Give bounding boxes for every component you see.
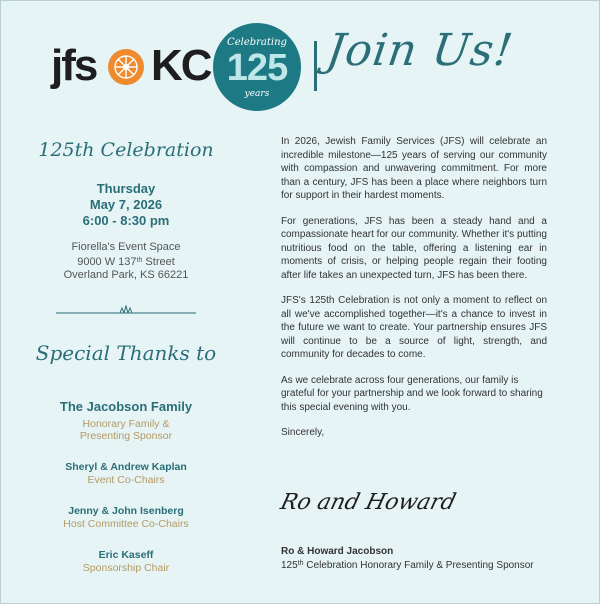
letter-column: [277, 135, 547, 571]
event-venue: [1, 241, 251, 282]
thanks-role: Sponsorship Chair: [82, 562, 170, 574]
page-title: Join Us!: [323, 25, 517, 76]
letter-paragraph: In 2026, Jewish Family Services (JFS) will celebrate an incredible milestone—125 years of serving our community with compassion and unwavering commitment. For more than a century, JFS has been a place where neighbors turn for support in their hardest moments.: [281, 136, 547, 201]
header-divider: [314, 41, 317, 91]
thanks-item: [1, 505, 251, 530]
letter-paragraph: As we celebrate across four generations, our family is grateful for your partnership and we look forward to sharing this special evening with you.: [281, 374, 543, 413]
event-date: [1, 181, 251, 229]
badge-number: 125: [226, 47, 288, 89]
signer-role-suffix: th: [297, 560, 304, 567]
thanks-item: [1, 399, 251, 442]
thanks-item: [1, 461, 251, 486]
venue-street: [1, 254, 251, 269]
thanks-name: Sheryl & Andrew Kaplan: [65, 461, 187, 473]
venue-name: Fiorella's Event Space: [71, 241, 181, 253]
letter-closing: Sincerely,: [281, 427, 325, 438]
letter-paragraph: For generations, JFS has been a steady hand and a compassionate heart for our community. Whether it's putting nutritious food on the table, offering a listening ear in moments of crisis, or helping people regain their footing after life takes an unexpected turn, JFS has been there.: [281, 215, 547, 281]
street-number: 9000 W 137: [77, 256, 137, 268]
thanks-name: The Jacobson Family: [59, 399, 193, 414]
thanks-item: [1, 549, 251, 574]
thanks-name: Jenny & John Isenberg: [68, 505, 184, 517]
venue-city: Overland Park, KS 66221: [63, 269, 189, 281]
thanks-role: Honorary Family &: [82, 418, 170, 430]
event-time: 6:00 - 8:30 pm: [82, 213, 170, 228]
street-suffix: th: [136, 257, 143, 264]
signer-role: [281, 560, 561, 571]
thanks-role: Presenting Sponsor: [79, 430, 173, 442]
signer-role-text: Celebration Honorary Family & Presenting Sponsor: [303, 560, 534, 571]
signer-name: Ro & Howard Jacobson: [281, 546, 394, 557]
thanks-role: Host Committee Co-Chairs: [63, 518, 189, 530]
letter-paragraph: JFS's 125th Celebration is not only a moment to reflect on all we've accomplished together—it's a chance to invest in the future we want to create. Your partnership ensures JFS will continue to be a source of light, strength, and community for decades to come.: [281, 295, 547, 360]
thanks-name: Eric Kaseff: [98, 549, 154, 561]
jfs-logo-mark-icon: [107, 48, 145, 86]
event-day: Thursday: [96, 181, 156, 196]
kc-logo-text: KC: [151, 41, 211, 90]
celebrating-125-badge: [213, 23, 301, 111]
ornament-divider-icon: [56, 305, 196, 315]
thanks-role: Event Co-Chairs: [87, 474, 165, 486]
celebration-heading: 125th Celebration: [38, 139, 214, 161]
header: [1, 1, 600, 116]
signature: Ro and Howard: [277, 490, 459, 515]
jfs-logo-text: jfs: [51, 41, 97, 90]
street-name: Street: [142, 256, 175, 268]
badge-bottom-text: years: [244, 89, 270, 99]
badge-top-text: Celebrating: [227, 37, 287, 48]
signer-role-number: 125: [281, 560, 298, 571]
special-thanks-heading: Special Thanks to: [35, 341, 217, 365]
event-date-line: May 7, 2026: [89, 197, 163, 212]
